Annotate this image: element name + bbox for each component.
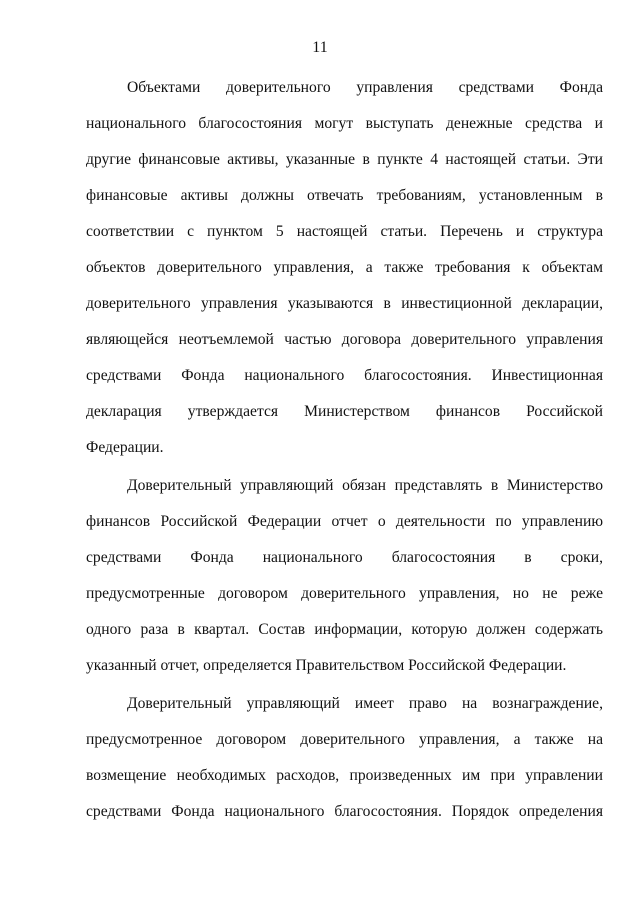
paragraph-line: доверительного управления указываются в инвестиционной декларации, [86,295,603,312]
paragraph-line: предусмотренное договором доверительного управления, а также на [86,731,603,748]
paragraph-line: декларация утверждается Министерством финансов Российской [86,403,603,420]
page-number: 11 [312,39,328,56]
paragraph-remuneration [86,686,603,830]
paragraph-line: соответствии с пунктом 5 настоящей статьи. Перечень и структура [86,223,603,240]
paragraph-line: средствами Фонда национального благосостояния в сроки, [86,549,603,566]
paragraph-line: являющейся неотъемлемой частью договора доверительного управления [86,331,603,348]
paragraph-line: указанный отчет, определяется Правительством Российской Федерации. [86,657,567,674]
paragraph-line: средствами Фонда национального благосостояния. Порядок определения [86,803,603,820]
paragraph-line: предусмотренные договором доверительного управления, но не реже [86,585,603,602]
paragraph-trust-objects [86,70,603,466]
body-text [86,70,603,830]
paragraph-line: средствами Фонда национального благосостояния. Инвестиционная [86,367,603,384]
paragraph-line: финансов Российской Федерации отчет о деятельности по управлению [86,513,603,530]
paragraph-line: Федерации. [86,439,164,456]
paragraph-line: Объектами доверительного управления средствами Фонда [127,79,603,96]
paragraph-line: возмещение необходимых расходов, произведенных им при управлении [86,767,603,784]
paragraph-line: Доверительный управляющий обязан представлять в Министерство [127,477,603,494]
paragraph-line: одного раза в квартал. Состав информации, которую должен содержать [86,621,603,638]
paragraph-line: национального благосостояния могут выступать денежные средства и [86,115,603,132]
paragraph-line: объектов доверительного управления, а также требования к объектам [86,259,603,276]
paragraph-reporting [86,468,603,684]
paragraph-line: Доверительный управляющий имеет право на вознаграждение, [127,695,603,712]
paragraph-line: другие финансовые активы, указанные в пункте 4 настоящей статьи. Эти [86,151,603,168]
paragraph-line: финансовые активы должны отвечать требованиям, установленным в [86,187,603,204]
